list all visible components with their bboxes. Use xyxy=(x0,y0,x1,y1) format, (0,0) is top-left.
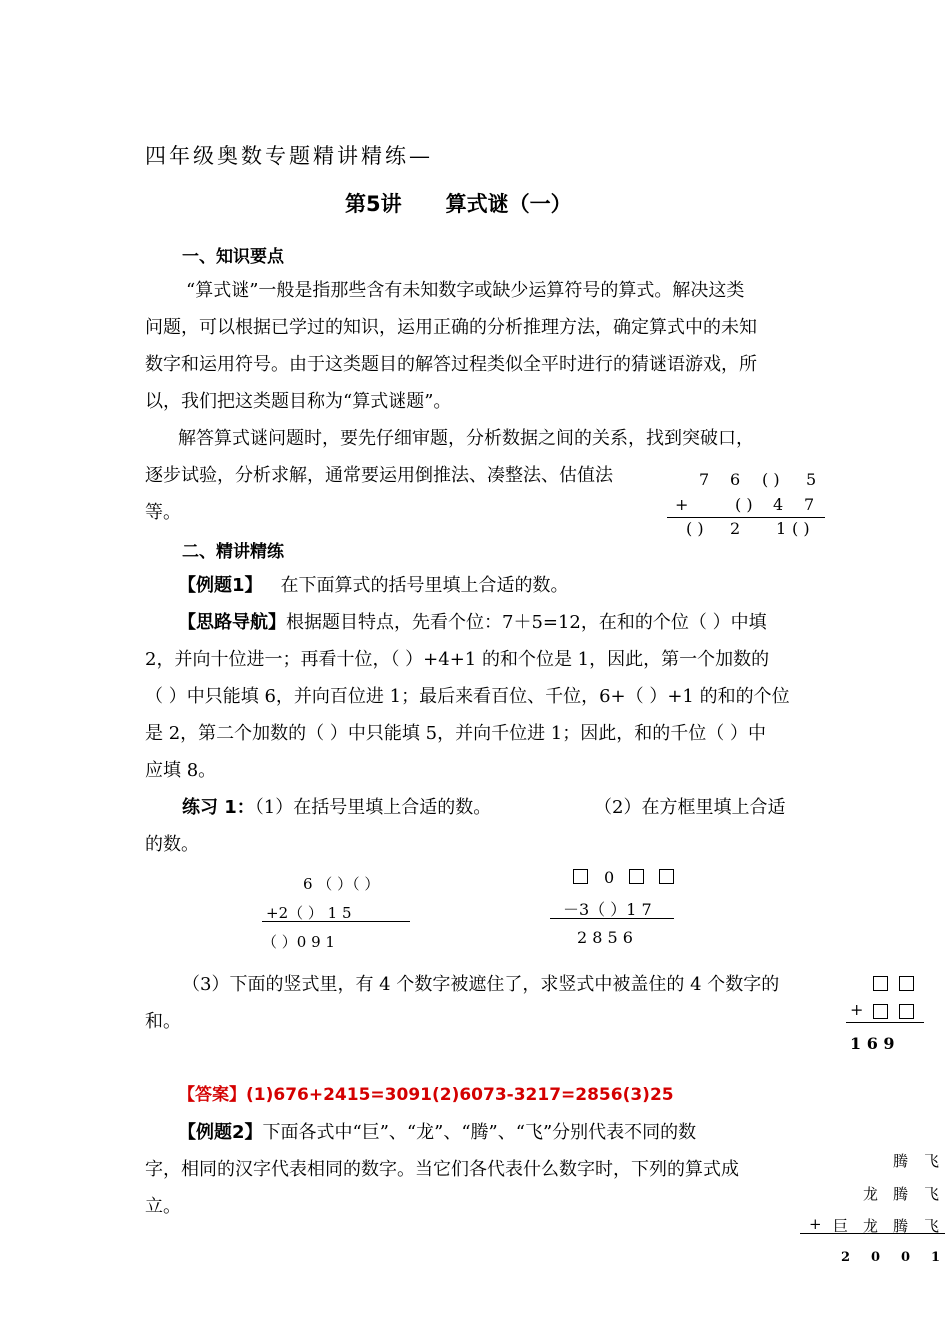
practice1-q3-cont: 和。 xyxy=(145,1011,181,1032)
answer-label: 【答案】 xyxy=(178,1085,246,1105)
example1-label: 【例题1】 xyxy=(178,575,263,596)
document-title: 四年级奥数专题精讲精练— xyxy=(145,144,433,168)
plus-sign: + xyxy=(809,1215,822,1233)
hidden-digit-box xyxy=(873,1004,888,1019)
sum-line xyxy=(667,517,825,518)
digit: 0 xyxy=(871,1250,881,1265)
char-teng: 腾 xyxy=(893,1152,909,1170)
digit: 1 xyxy=(776,519,787,538)
eq-row: 2 8 5 6 xyxy=(577,928,633,947)
paragraph-line: “算式谜”一般是指那些含有未知数字或缺少运算符号的算式。解决这类 xyxy=(186,280,745,301)
plus-sign: + xyxy=(675,495,689,514)
eq-row: －3（ ）1 7 xyxy=(563,900,652,919)
lecture-name: 算式谜（一） xyxy=(445,192,572,216)
hint-line: 2，并向十位进一；再看十位，（ ）+4+1 的和个位是 1，因此，第一个加数的 xyxy=(145,649,770,670)
paragraph-line: 解答算式谜问题时，要先仔细审题，分析数据之间的关系，找到突破口， xyxy=(178,428,754,449)
practice1-q3: （3）下面的竖式里，有 4 个数字被遮住了，求竖式中被盖住的 4 个数字的 xyxy=(182,974,780,995)
plus-sign: + xyxy=(850,1000,864,1019)
example2-label: 【例题2】 xyxy=(178,1122,263,1143)
digit: 2 xyxy=(841,1250,851,1265)
hint-line: （ ）中只能填 6，并向百位进 1；最后来看百位、千位，6+（ ）+1 的和的个位 xyxy=(145,686,790,707)
answer-line xyxy=(178,1077,674,1114)
char-fei: 飞 xyxy=(924,1217,940,1235)
example2-text: 下面各式中“巨”、“龙”、“腾”、“飞”分别代表不同的数 xyxy=(262,1122,697,1143)
practice1-q1: （1）在括号里填上合适的数。 xyxy=(254,797,492,818)
paragraph-line: 等。 xyxy=(145,502,181,523)
sum-line xyxy=(800,1233,945,1234)
digit: 6 xyxy=(730,470,741,489)
lecture-number: 第5讲 xyxy=(345,192,402,216)
hidden-digit-box xyxy=(899,976,914,991)
example2-line: 字，相同的汉字代表相同的数字。当它们各代表什么数字时，下列的算式成 xyxy=(145,1159,739,1180)
digit: 0 xyxy=(901,1250,911,1265)
digit: 7 xyxy=(699,470,710,489)
char-ju: 巨 xyxy=(833,1217,849,1235)
blank-paren: ( ) xyxy=(735,495,753,514)
digit: 5 xyxy=(806,470,817,489)
sum-line xyxy=(846,1022,924,1023)
char-teng: 腾 xyxy=(893,1217,909,1235)
eq-row: （ ）0 9 1 xyxy=(262,933,335,951)
answer-text: (1)676+2415=3091(2)6073-3217=2856(3)25 xyxy=(246,1085,674,1105)
answer-box xyxy=(659,869,674,884)
hidden-digit-box xyxy=(873,976,888,991)
answer-box xyxy=(629,869,644,884)
digit: 4 xyxy=(773,495,784,514)
paragraph-line: 问题，可以根据已学过的知识，运用正确的分析推理方法，确定算式中的未知 xyxy=(145,317,757,338)
answer-box xyxy=(573,869,588,884)
digit: 0 xyxy=(604,868,615,887)
hint-label: 【思路导航】 xyxy=(178,612,286,633)
section-heading-knowledge: 一、知识要点 xyxy=(182,247,284,267)
blank-paren: ( ) xyxy=(762,470,780,489)
blank-paren: ( ) xyxy=(686,519,704,538)
char-long: 龙 xyxy=(863,1185,879,1203)
hint-line xyxy=(178,604,767,641)
char-fei: 飞 xyxy=(924,1152,940,1170)
practice1-line xyxy=(182,789,491,826)
digit: 1 xyxy=(931,1250,941,1265)
example1-question xyxy=(178,567,569,604)
hint-line: 应填 8。 xyxy=(145,760,217,781)
hint-text: 根据题目特点，先看个位：7＋5=12，在和的个位（ ）中填 xyxy=(286,612,767,633)
paragraph-line: 以，我们把这类题目称为“算式谜题”。 xyxy=(145,391,452,412)
char-teng: 腾 xyxy=(893,1185,909,1203)
digit: 7 xyxy=(804,495,815,514)
eq-row: 6 （ ）（ ） xyxy=(303,875,380,893)
lecture-title xyxy=(345,188,572,218)
difference-line xyxy=(550,918,674,919)
practice1-q2-cont: 的数。 xyxy=(145,834,199,855)
paragraph-line: 数字和运用符号。由于这类题目的解答过程类似全平时进行的猜谜语游戏，所 xyxy=(145,354,757,375)
example2-line xyxy=(178,1114,696,1151)
eq-row: +2（ ） 1 5 xyxy=(266,904,352,922)
char-fei: 飞 xyxy=(924,1185,940,1203)
example2-line: 立。 xyxy=(145,1196,181,1217)
hidden-digit-box xyxy=(899,1004,914,1019)
practice1-label: 练习 1： xyxy=(182,797,255,818)
paragraph-line: 逐步试验，分析求解，通常要运用倒推法、凑整法、估值法 xyxy=(145,465,613,486)
practice1-q2: （2）在方框里填上合适 xyxy=(594,797,786,818)
blank-paren: ( ) xyxy=(792,519,810,538)
example1-text: 在下面算式的括号里填上合适的数。 xyxy=(280,575,569,596)
section-heading-practice: 二、精讲精练 xyxy=(182,542,284,562)
sum-line xyxy=(262,921,410,922)
digit: 2 xyxy=(730,519,741,538)
char-long: 龙 xyxy=(863,1217,879,1235)
hint-line: 是 2，第二个加数的（ ）中只能填 5，并向千位进 1；因此，和的千位（ ）中 xyxy=(145,723,766,744)
eq-result: 1 6 9 xyxy=(850,1034,895,1053)
